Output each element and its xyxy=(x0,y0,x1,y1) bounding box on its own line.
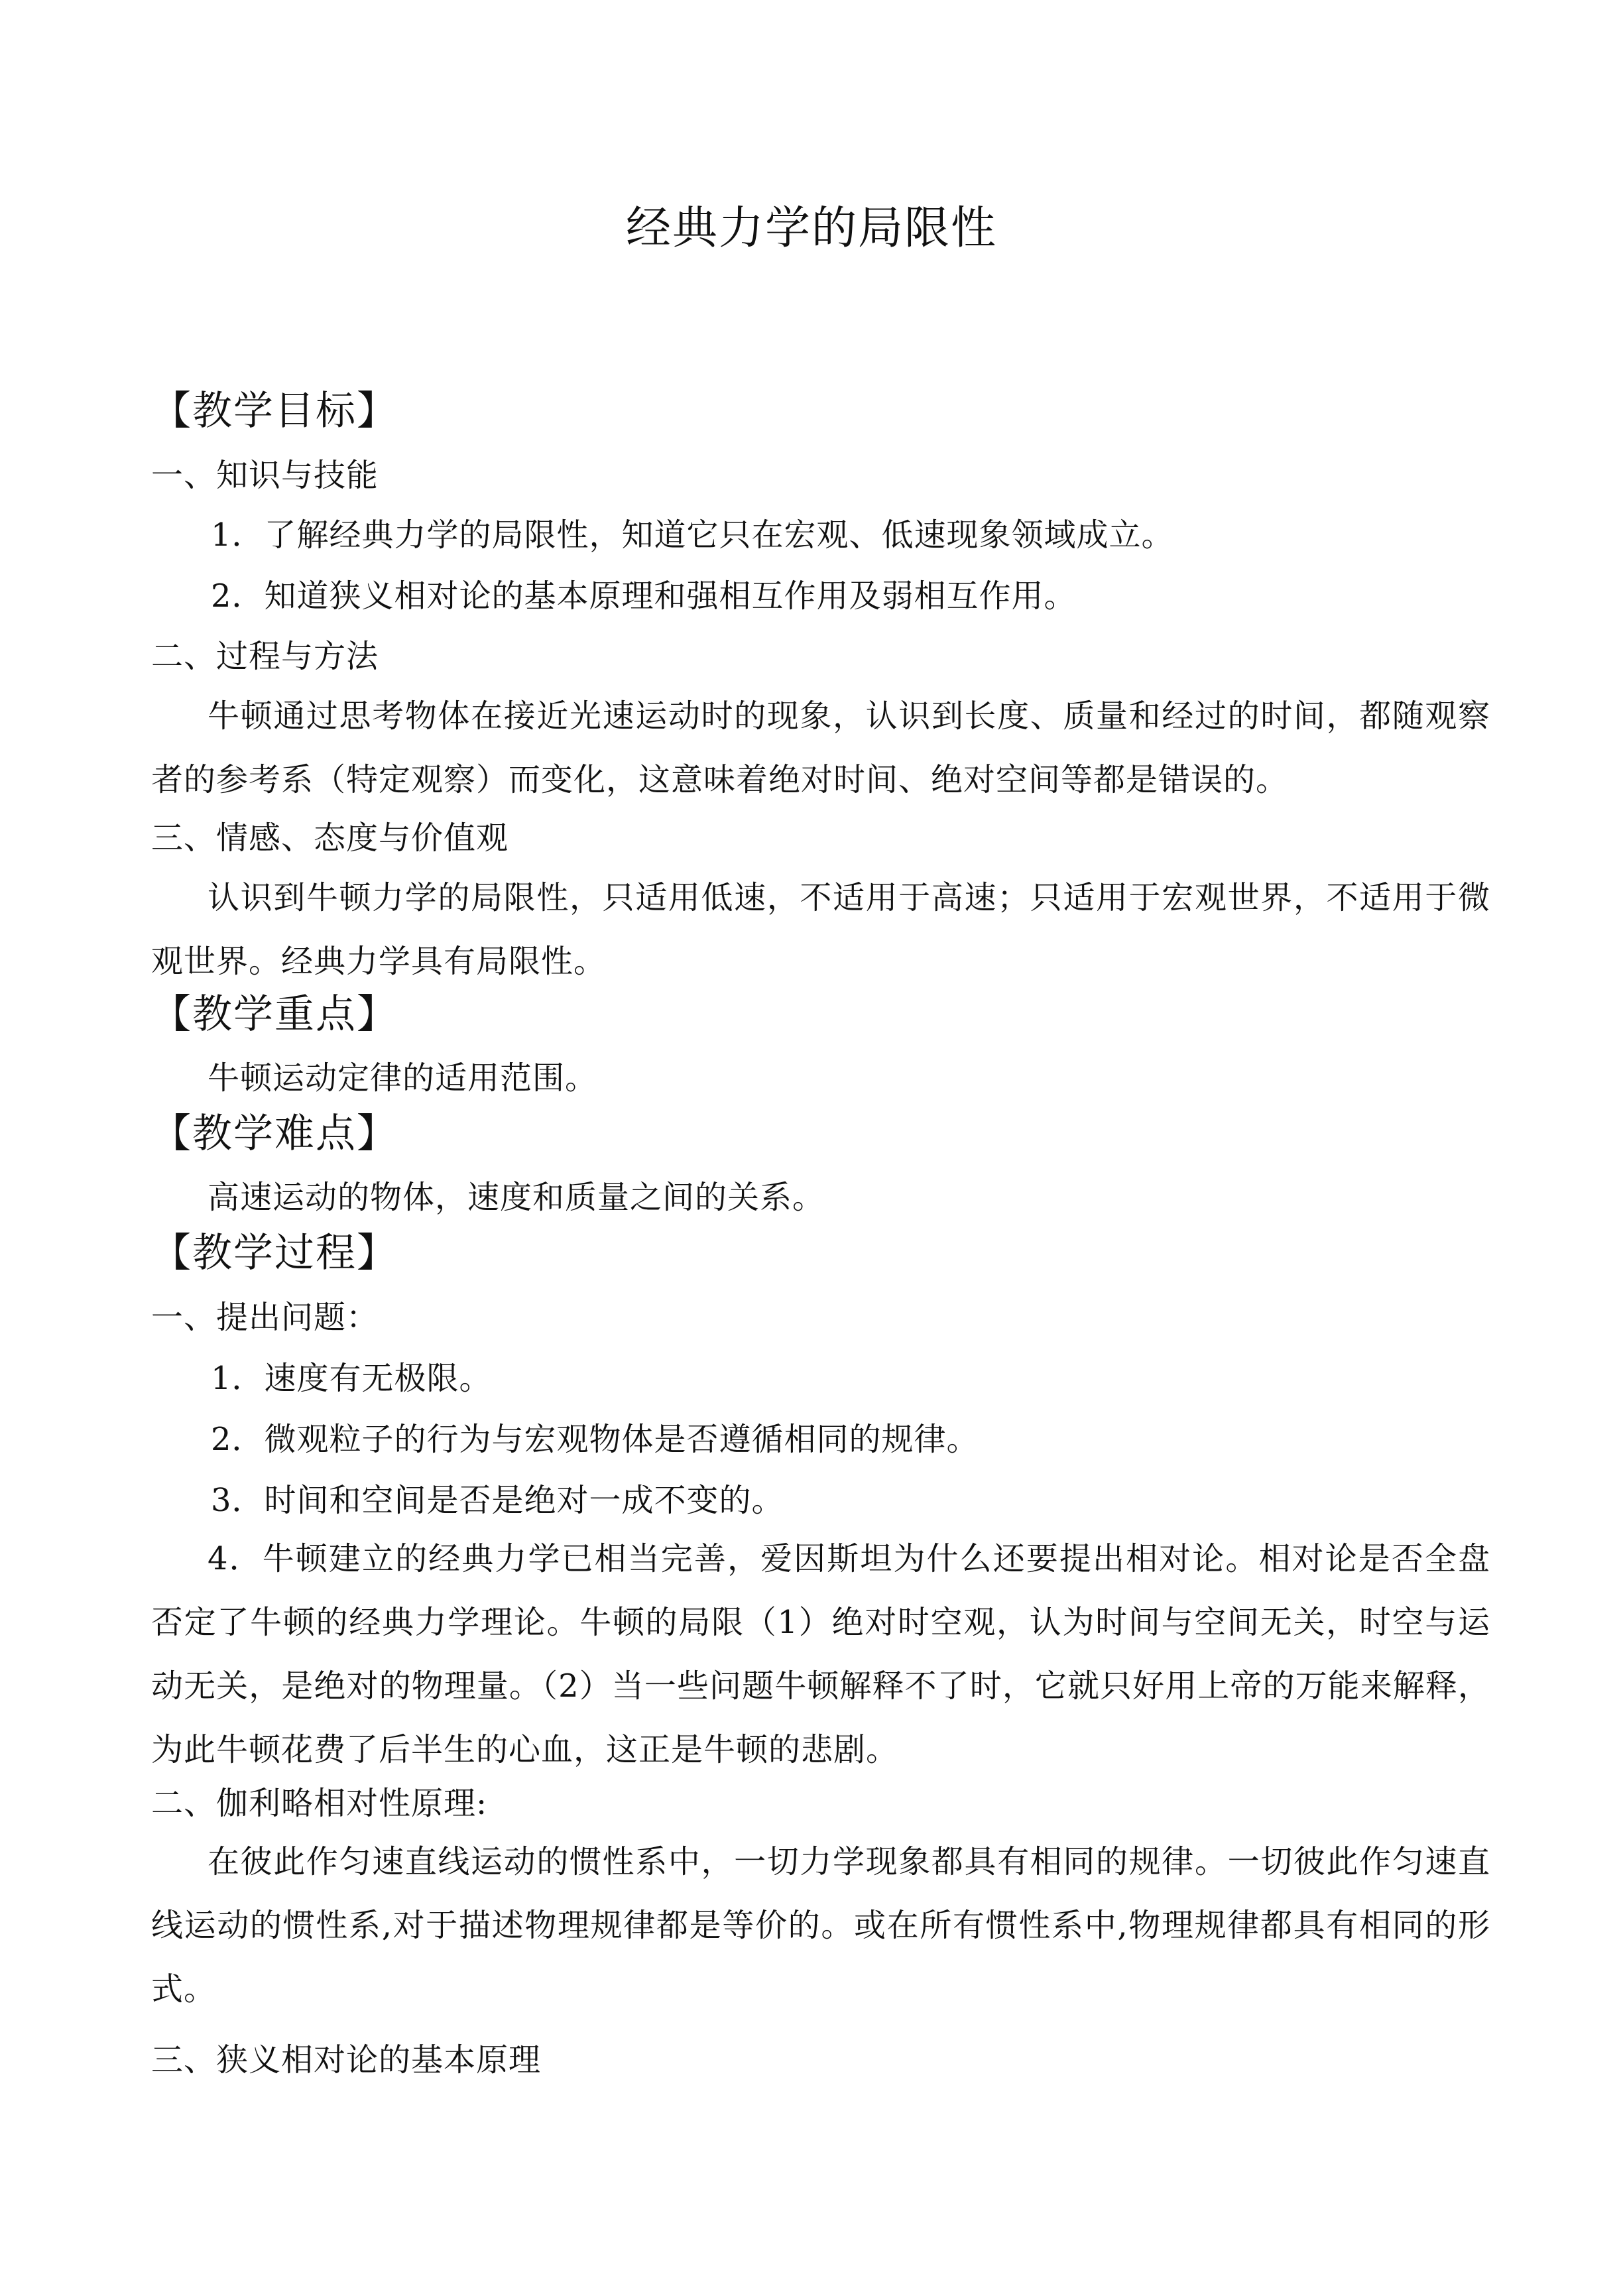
sub-heading-knowledge-skills: 一、知识与技能 xyxy=(151,457,379,494)
sub-heading-process-methods: 二、过程与方法 xyxy=(151,638,379,675)
question-item-1: 1．速度有无极限。 xyxy=(211,1360,492,1397)
sub-heading-galileo: 二、伽利略相对性原理: xyxy=(151,1785,488,1822)
section-heading-key-points: 【教学重点】 xyxy=(151,991,398,1038)
question-item-4: 4．牛顿建立的经典力学已相当完善，爱因斯坦为什么还要提出相对论。相对论是否全盘否定了牛顿的经典力学理论。牛顿的局限（1）绝对时空观，认为时间与空间无关，时空与运动无关，是绝对的物理量。（2）当一些问题牛顿解释不了时，它就只好用上帝的万能来解释，为此牛顿花费了后半生的心血，这正是牛顿的悲剧。 xyxy=(151,1540,1490,1768)
page-title: 经典力学的局限性 xyxy=(625,202,997,255)
knowledge-item-2: 2．知道狭义相对论的基本原理和强相互作用及弱相互作用。 xyxy=(211,577,1077,615)
sub-heading-raise-questions: 一、提出问题： xyxy=(151,1299,379,1336)
process-methods-paragraph: 牛顿通过思考物体在接近光速运动时的现象，认识到长度、质量和经过的时间，都随观察者的参考系（特定观察）而变化，这意味着绝对时间、绝对空间等都是错误的。 xyxy=(151,697,1490,798)
knowledge-item-1: 1．了解经典力学的局限性，知道它只在宏观、低速现象领域成立。 xyxy=(211,516,1174,554)
question-item-3: 3．时间和空间是否是绝对一成不变的。 xyxy=(211,1482,784,1519)
question-item-2: 2．微观粒子的行为与宏观物体是否遵循相同的规律。 xyxy=(211,1421,979,1458)
sub-heading-special-relativity: 三、狭义相对论的基本原理 xyxy=(151,2041,542,2079)
difficult-points-paragraph: 高速运动的物体，速度和质量之间的关系。 xyxy=(208,1179,825,1216)
section-heading-teaching-objectives: 【教学目标】 xyxy=(151,388,398,434)
section-heading-difficult-points: 【教学难点】 xyxy=(151,1111,398,1157)
emotion-values-paragraph: 认识到牛顿力学的局限性，只适用低速，不适用于高速；只适用于宏观世界，不适用于微观世界。经典力学具有局限性。 xyxy=(151,879,1490,980)
section-heading-teaching-process: 【教学过程】 xyxy=(151,1230,398,1276)
galileo-paragraph: 在彼此作匀速直线运动的惯性系中，一切力学现象都具有相同的规律。一切彼此作匀速直线运动的惯性系,对于描述物理规律都是等价的。或在所有惯性系中,物理规律都具有相同的形式。 xyxy=(151,1843,1490,2008)
sub-heading-emotion-values: 三、情感、态度与价值观 xyxy=(151,819,509,857)
key-points-paragraph: 牛顿运动定律的适用范围。 xyxy=(208,1059,598,1097)
